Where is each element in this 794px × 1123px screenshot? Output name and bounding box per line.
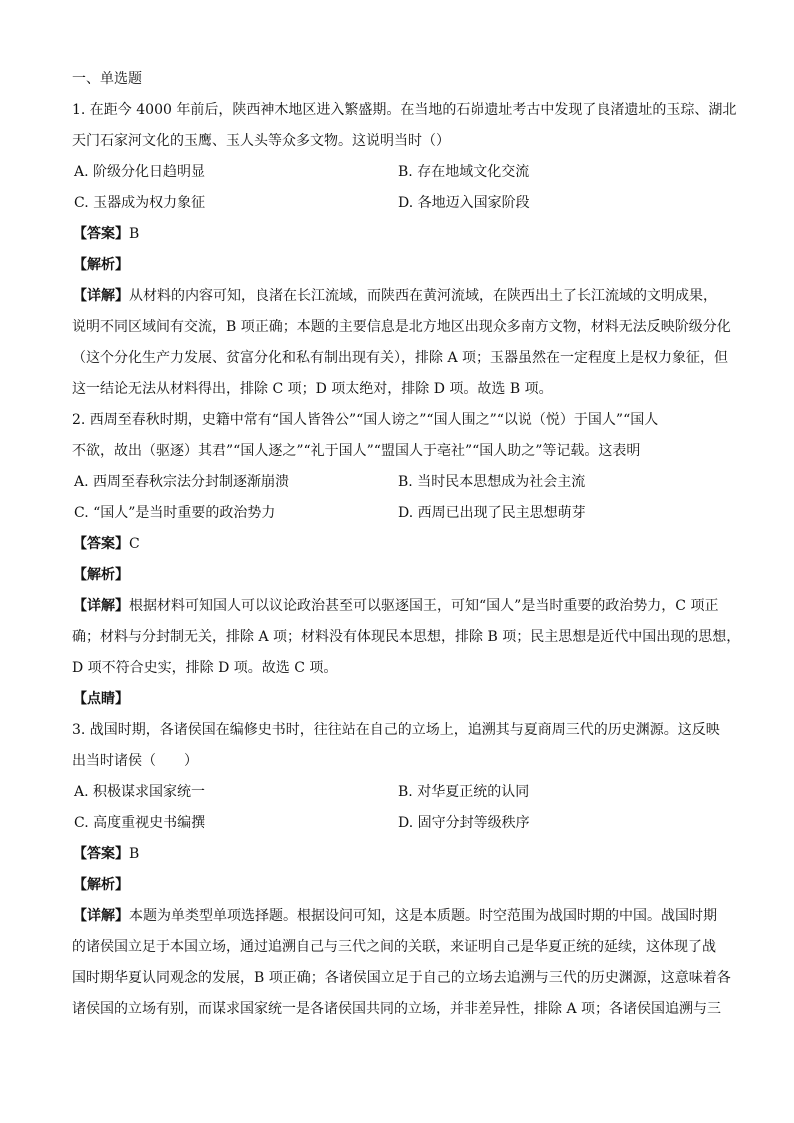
answer-label: 【答案】: [73, 226, 129, 242]
question-stem-line: 天门石家河文化的玉鹰、玉人头等众多文物。这说明当时（）: [72, 133, 450, 149]
option-d: D. 各地迈入国家阶段: [398, 195, 530, 211]
analysis-label: 【解析】: [73, 257, 129, 273]
question-stem-line: 出当时诸侯（ ）: [72, 753, 198, 769]
question-1: [72, 95, 737, 405]
options-row: [72, 157, 720, 188]
detail-line: [72, 281, 720, 312]
analysis-label: 【解析】: [73, 567, 129, 583]
detail-label: 【详解】: [73, 598, 129, 614]
answer-label: 【答案】: [73, 846, 129, 862]
option-c: C. 玉器成为权力象征: [74, 195, 206, 211]
answer-line: [72, 529, 720, 560]
option-b: B. 对华夏正统的认同: [398, 784, 530, 800]
analysis-label: 【解析】: [73, 877, 129, 893]
detail-line: 的诸侯国立足于本国立场，通过追溯自己与三代之间的关联，来证明自己是华夏正统的延续，这体现了战: [72, 939, 716, 955]
detail-text: 根据材料可知国人可以议论政治甚至可以驱逐国王，可知“国人”是当时重要的政治势力，C 项正: [129, 598, 719, 614]
analysis-line: [72, 250, 720, 281]
answer-line: [72, 219, 720, 250]
detail-line: 这一结论无法从材料得出，排除 C 项；D 项太绝对，排除 D 项。故选 B 项。: [72, 381, 553, 397]
option-d: D. 固守分封等级秩序: [398, 815, 530, 831]
detail-line: 国时期华夏认同观念的发展，B 项正确；各诸侯国立足于自己的立场去追溯与三代的历史渊源，这意味着各: [72, 970, 731, 986]
option-a: A. 阶级分化日趋明显: [74, 164, 206, 180]
detail-line: 说明不同区域间有交流，B 项正确；本题的主要信息是北方地区出现众多南方文物，材料无法反映阶级分化: [72, 319, 731, 335]
detail-line: 确；材料与分封制无关，排除 A 项；材料没有体现民本思想，排除 B 项；民主思想是近代中国出现的思想，: [72, 629, 741, 645]
answer-value: B: [129, 226, 140, 242]
option-c: C. “国人”是当时重要的政治势力: [74, 505, 276, 521]
question-3: [72, 715, 731, 1025]
answer-label: 【答案】: [73, 536, 129, 552]
option-d: D. 西周已出现了民主思想萌芽: [398, 505, 586, 521]
answer-line: [72, 839, 720, 870]
question-stem-line: 2. 西周至春秋时期，史籍中常有“国人皆咎公”“国人谤之”“国人围之”“以说（悦）于国人”“国人: [72, 412, 659, 428]
detail-text: 本题为单类型单项选择题。根据设问可知，这是本质题。时空范围为战国时期的中国。战国时期: [129, 908, 717, 924]
option-a: A. 西周至春秋宗法分封制逐渐崩溃: [74, 474, 290, 490]
option-a: A. 积极谋求国家统一: [74, 784, 206, 800]
analysis-line: [72, 560, 720, 591]
option-b: B. 当时民本思想成为社会主流: [398, 474, 586, 490]
question-2: [72, 405, 741, 715]
section-title: 一、单选题: [72, 71, 142, 87]
detail-line: （这个分化生产力发展、贫富分化和私有制出现有关），排除 A 项；玉器虽然在一定程度上是权力象征，但: [72, 350, 729, 366]
options-row: [72, 188, 720, 219]
option-c: C. 高度重视史书编撰: [74, 815, 206, 831]
question-stem-line: 1. 在距今 4000 年前后，陕西神木地区进入繁盛期。在当地的石峁遗址考古中发现了良渚遗址的玉琮、湖北: [72, 102, 737, 118]
options-row: [72, 808, 720, 839]
options-row: [72, 467, 720, 498]
option-b: B. 存在地域文化交流: [398, 164, 530, 180]
remark-line: [72, 684, 720, 715]
detail-line: 诸侯国的立场有别，而谋求国家统一是各诸侯国共同的立场，并非差异性，排除 A 项；各诸侯国追溯与三: [72, 1001, 722, 1017]
detail-text: 从材料的内容可知，良渚在长江流域，而陕西在黄河流域，在陕西出土了长江流域的文明成果，: [129, 288, 717, 304]
options-row: [72, 498, 720, 529]
options-row: [72, 777, 720, 808]
answer-value: C: [129, 536, 140, 552]
question-stem-line: 3. 战国时期，各诸侯国在编修史书时，往往站在自己的立场上，追溯其与夏商周三代的历史渊源。这反映: [72, 722, 720, 738]
detail-line: D 项不符合史实，排除 D 项。故选 C 项。: [72, 660, 338, 676]
detail-label: 【详解】: [73, 908, 129, 924]
detail-line: [72, 591, 720, 622]
detail-line: [72, 901, 720, 932]
question-stem-line: 不欲，故出（驱逐）其君”“国人逐之”“礼于国人”“盟国人于亳社”“国人助之”等记载。这表明: [72, 443, 641, 459]
detail-label: 【详解】: [73, 288, 129, 304]
answer-value: B: [129, 846, 140, 862]
analysis-line: [72, 870, 720, 901]
remark-label: 【点睛】: [73, 691, 129, 707]
